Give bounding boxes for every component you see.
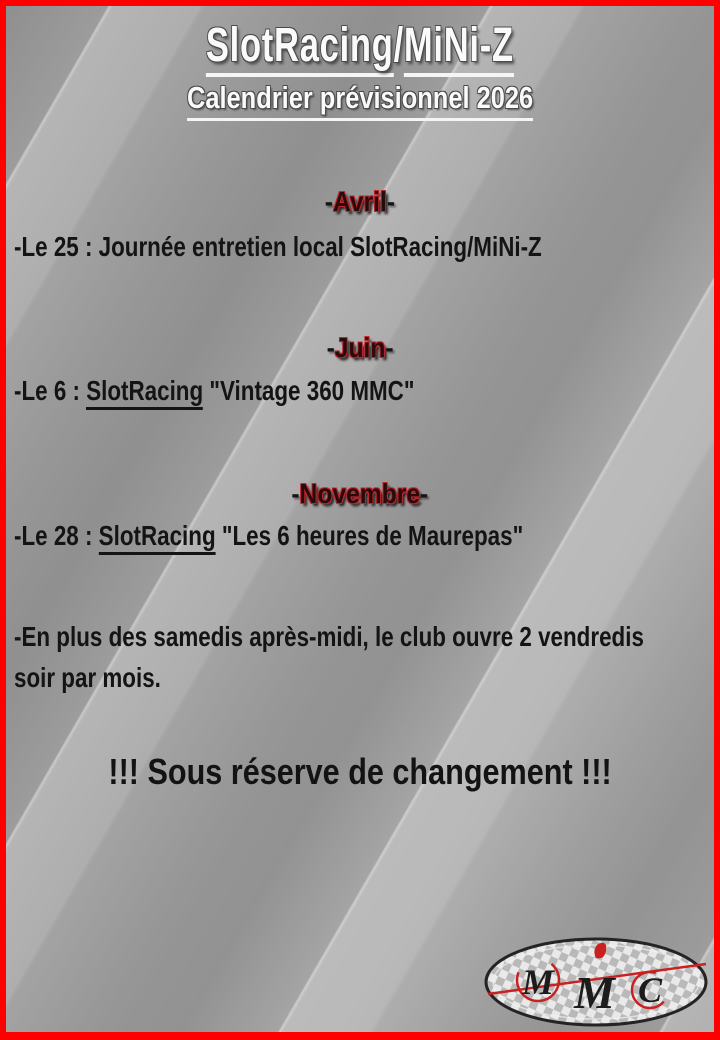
event-text: -Le 25 : Journée entretien local SlotRacing/MiNi-Z: [14, 231, 542, 262]
dash: -: [324, 186, 334, 217]
logo-letter-c: C: [638, 970, 663, 1010]
logo-letter-m2: M: [574, 967, 615, 1018]
page-title: [6, 18, 714, 73]
month-label: Novembre: [299, 478, 421, 509]
change-warning: !!! Sous réserve de changement !!!: [108, 751, 612, 792]
event-underlined: SlotRacing: [86, 375, 203, 410]
event-line-novembre: [14, 520, 523, 552]
month-label: Avril: [333, 186, 387, 217]
note-line-1: -En plus des samedis après-midi, le club ouvre 2 vendredis: [14, 621, 644, 652]
event-line-avril: [14, 231, 542, 263]
title-part-slotracing: SlotRacing: [206, 19, 394, 77]
event-text: -Le 6 :: [14, 375, 87, 406]
club-notes: [14, 616, 644, 698]
section-header-juin: [6, 332, 714, 364]
section-header-novembre: [6, 478, 714, 510]
dash: -: [385, 332, 394, 363]
dash: -: [291, 478, 300, 509]
dash: -: [420, 478, 429, 509]
logo-letter-m1: M: [522, 962, 555, 1002]
event-underlined: SlotRacing: [99, 520, 216, 555]
title-part-miniz: MiNi-Z: [404, 19, 514, 77]
page-subtitle: Calendrier prévisionnel 2026: [6, 80, 714, 121]
event-text: "Vintage 360 MMC": [203, 375, 415, 406]
mmc-logo: [482, 934, 710, 1030]
note-line-2: soir par mois.: [14, 662, 161, 693]
title-separator: /: [393, 19, 405, 72]
event-text: "Les 6 heures de Maurepas": [215, 520, 524, 551]
event-line-juin: [14, 375, 414, 407]
dash: -: [326, 332, 335, 363]
dash: -: [386, 186, 396, 217]
event-text: -Le 28 :: [14, 520, 99, 551]
month-label: Juin: [334, 332, 386, 363]
section-header-avril: [6, 186, 714, 218]
